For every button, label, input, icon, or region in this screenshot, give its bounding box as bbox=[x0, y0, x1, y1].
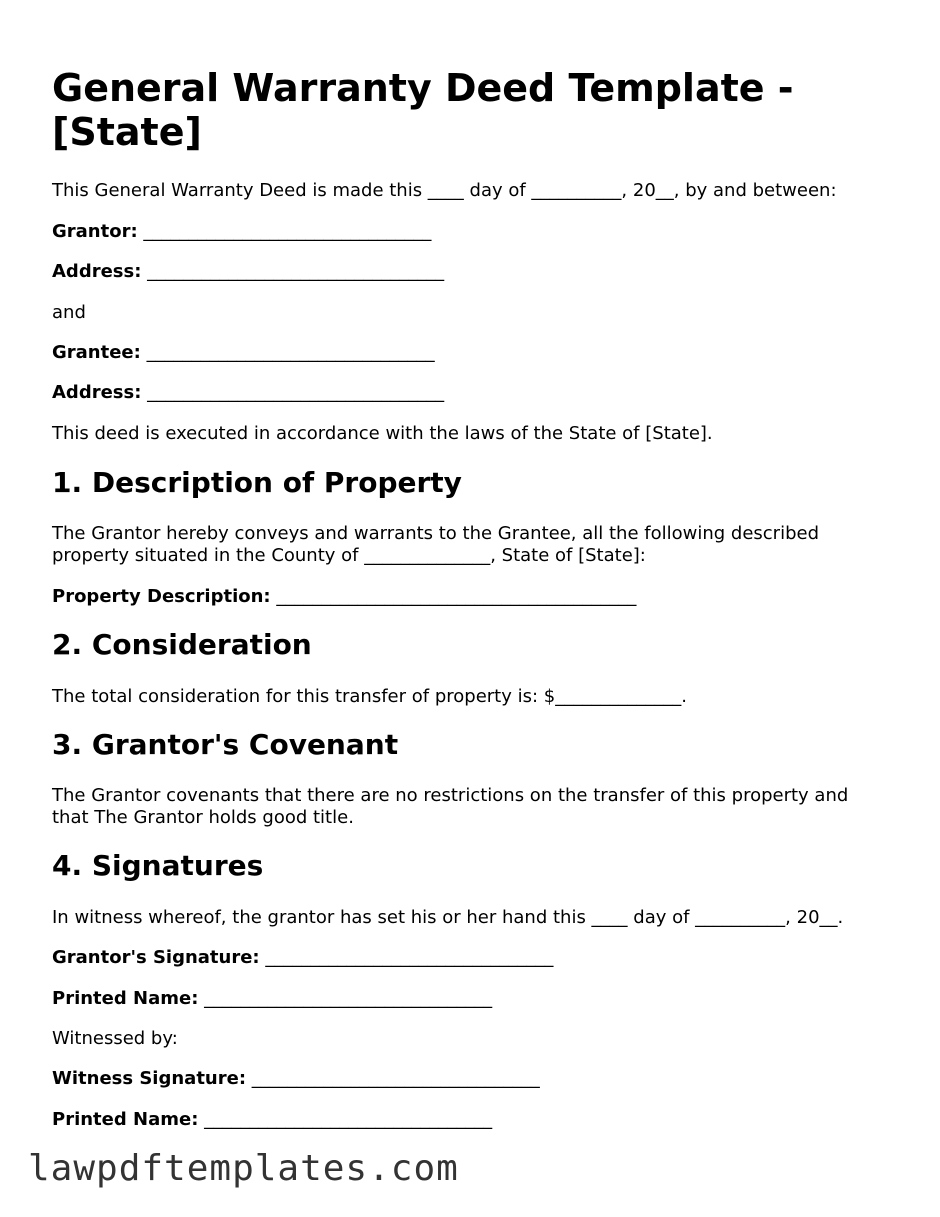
section-4-text: In witness whereof, the grantor has set his or her hand this ____ day of __________, 20__. bbox=[52, 907, 844, 928]
printed-name-line-2: ________________________________ bbox=[204, 1109, 493, 1130]
intro-text: This General Warranty Deed is made this ____ day of __________, 20__, by and between: bbox=[52, 180, 837, 201]
page-title: General Warranty Deed Template - [State] bbox=[52, 66, 794, 154]
grantee-line: ________________________________ bbox=[146, 342, 435, 363]
witness-signature-line: ________________________________ bbox=[251, 1068, 540, 1089]
grantee-address-label: Address: bbox=[52, 382, 142, 403]
grantor-address-label: Address: bbox=[52, 261, 142, 282]
grantee-label: Grantee: bbox=[52, 342, 141, 363]
grantee-field bbox=[52, 342, 892, 364]
property-description-line: ________________________________________ bbox=[276, 586, 637, 607]
grantee-address-line: _________________________________ bbox=[147, 382, 445, 403]
section-3-text: The Grantor covenants that there are no restrictions on the transfer of this property and that The Grantor holds good title. bbox=[52, 785, 849, 828]
section-1-text: The Grantor hereby conveys and warrants to the Grantee, all the following described property situated in the County of ______________, State of [State]: bbox=[52, 523, 820, 566]
printed-name-label-2: Printed Name: bbox=[52, 1109, 199, 1130]
printed-name-line-1: ________________________________ bbox=[204, 988, 493, 1009]
printed-name-field-1 bbox=[52, 988, 892, 1010]
property-description-field bbox=[52, 586, 892, 608]
grantor-address-line: _________________________________ bbox=[147, 261, 445, 282]
printed-name-label-1: Printed Name: bbox=[52, 988, 199, 1009]
witness-signature-label: Witness Signature: bbox=[52, 1068, 247, 1089]
grantor-field bbox=[52, 221, 892, 243]
section-4-heading: 4. Signatures bbox=[52, 849, 264, 882]
property-description-label: Property Description: bbox=[52, 586, 271, 607]
printed-name-field-2 bbox=[52, 1109, 892, 1131]
grantor-signature-label: Grantor's Signature: bbox=[52, 947, 260, 968]
and-text: and bbox=[52, 302, 86, 323]
section-2-heading: 2. Consideration bbox=[52, 628, 312, 661]
executed-text: This deed is executed in accordance with the laws of the State of [State]. bbox=[52, 423, 713, 444]
section-1-heading: 1. Description of Property bbox=[52, 466, 462, 499]
grantor-signature-line: ________________________________ bbox=[265, 947, 554, 968]
grantor-signature-field bbox=[52, 947, 892, 969]
watermark-text: lawpdftemplates.com bbox=[28, 1148, 459, 1189]
grantor-label: Grantor: bbox=[52, 221, 138, 242]
grantor-line: ________________________________ bbox=[143, 221, 432, 242]
grantee-address-field bbox=[52, 382, 892, 404]
section-3-heading: 3. Grantor's Covenant bbox=[52, 728, 399, 761]
witnessed-by-text: Witnessed by: bbox=[52, 1028, 178, 1049]
grantor-address-field bbox=[52, 261, 892, 283]
section-2-text: The total consideration for this transfer of property is: $______________. bbox=[52, 686, 687, 707]
witness-signature-field bbox=[52, 1068, 892, 1090]
